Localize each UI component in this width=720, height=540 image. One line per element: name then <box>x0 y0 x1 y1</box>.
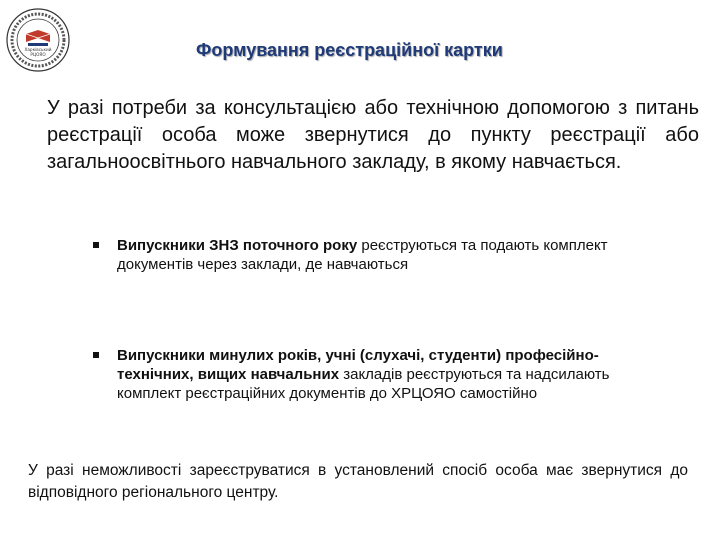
list-item-rest: реєструються та подають комплект документів через заклади, де навчаються <box>117 237 608 273</box>
institution-logo <box>4 4 72 76</box>
bullet-square-icon <box>93 352 99 358</box>
list-item-bold: , студенти) професійно-технічних <box>117 347 599 383</box>
footer-paragraph: У разі неможливості зареєструватися в установлений спосіб особа має звернутися до відповідного регіонального центру. <box>28 462 688 501</box>
bullet-square-icon <box>93 242 99 248</box>
list-item <box>93 236 613 274</box>
list-item-bold: , вищих навчальних <box>189 366 340 383</box>
institution-emblem-icon <box>4 4 72 76</box>
list-item-bold: Випускники ЗНЗ поточного року <box>117 237 358 254</box>
list-item-rest: закладів реєструються та надсилають комплект реєстраційних документів до ХРЦОЯО самостійно <box>117 366 610 402</box>
list-item-bold: Випускники минулих років <box>117 347 318 364</box>
list-item-text <box>117 236 613 274</box>
list-item-text <box>117 346 613 403</box>
page-title: Формування реєстраційної картки <box>196 40 503 60</box>
logo-label-line2: РЦОЯО <box>30 52 46 57</box>
list-item <box>93 346 613 403</box>
intro-paragraph: У разі потреби за консультацією або технічною допомогою з питань реєстрації особа може звернутися до пункту реєстрації або загальноосвітнього навчального закладу, в якому навчається. <box>47 97 699 173</box>
logo-label-line1: Харківський <box>24 47 52 52</box>
list-item-bold: , учні (слухачі <box>317 347 421 364</box>
